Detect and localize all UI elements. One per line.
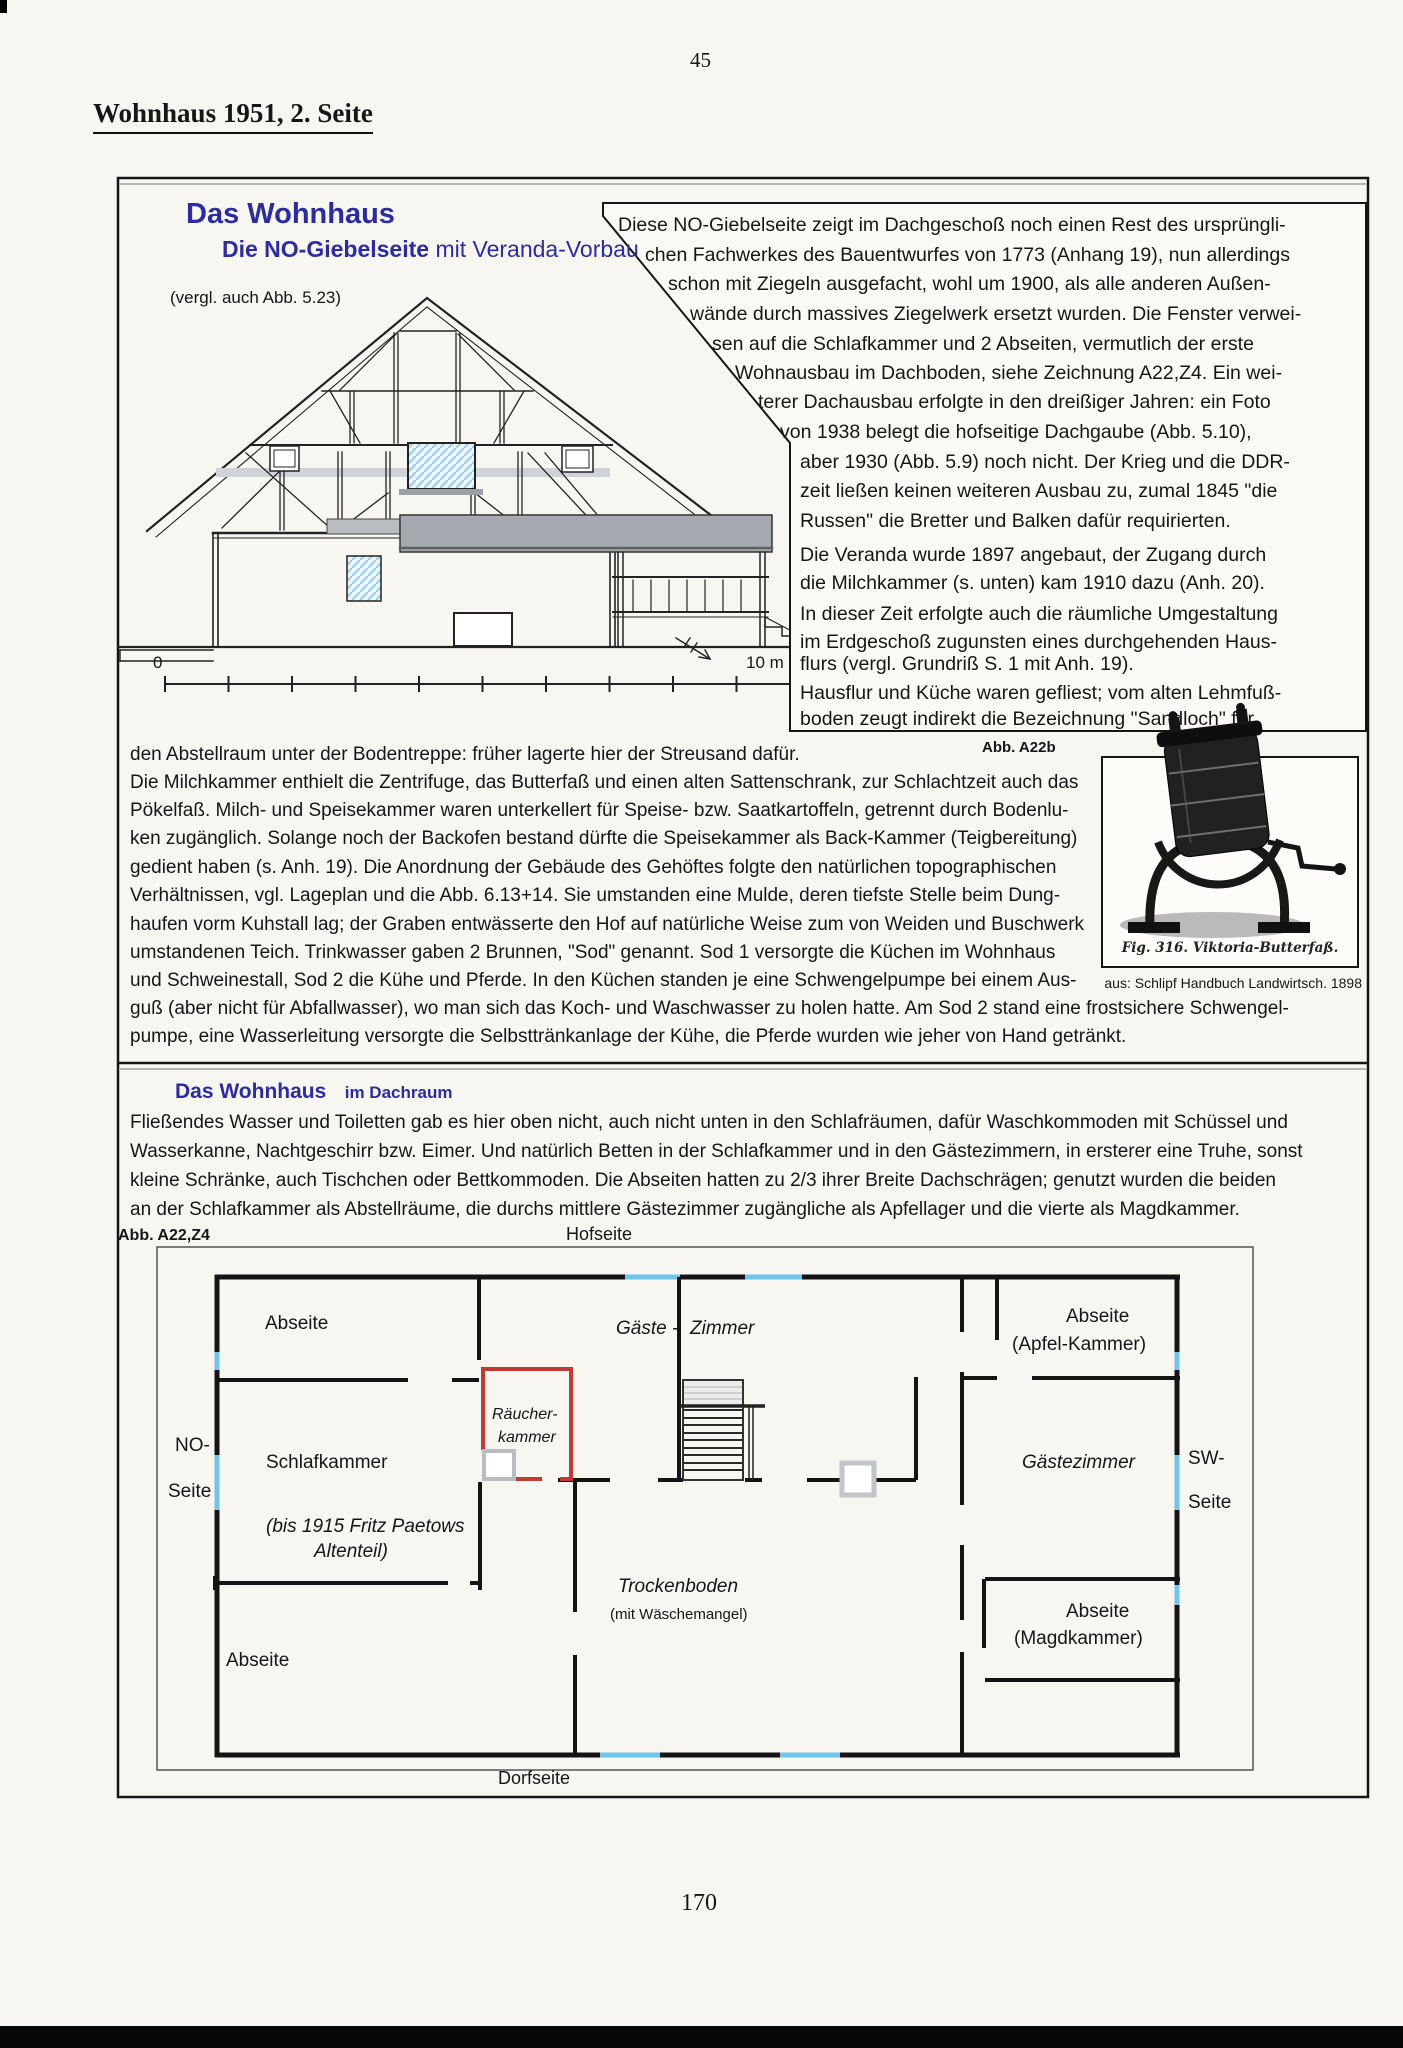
churn-inner-caption: Fig. 316. Viktoria-Butterfaß. <box>1121 940 1339 956</box>
callout-text-line: sen auf die Schlafkammer und 2 Abseiten, vermutlich der erste <box>712 333 1254 355</box>
scale-bar <box>165 677 800 691</box>
body-text-line: kleine Schränke, auch Tischchen oder Bettkommoden. Die Abseiten hatten zu 2/3 ihrer Breite Dachschrägen; genutzt wurden die beiden <box>130 1170 1276 1191</box>
body-text-line: ken zugänglich. Solange noch der Backofen bestand dürfte die Speisekammer als Back-Kammer (Teigbereitung) <box>130 828 1078 849</box>
callout-text-line: chen Fachwerkes des Bauentwurfes von 1773 (Anhang 19), nun allerdings <box>645 244 1290 266</box>
plan-room-abseite-bottomright: Abseite <box>1066 1601 1130 1622</box>
section1-subtitle <box>222 236 639 263</box>
body-text-line: umstandenen Teich. Trinkwasser gaben 2 Brunnen, "Sod" genannt. Sod 1 versorgte die Küchen im Wohnhaus <box>130 942 1056 963</box>
smoke-oven <box>484 1451 514 1479</box>
page-number-bottom: 170 <box>681 1890 717 1916</box>
plan-room-trockenboden: Trockenboden <box>618 1576 739 1597</box>
callout-text-line: Hausflur und Küche waren gefliest; vom alten Lehmfuß- <box>800 682 1282 704</box>
scale-zero-label: 0 <box>153 653 163 672</box>
callout-text-line: zeit ließen keinen weiteren Ausbau zu, zumal 1845 "die <box>800 480 1278 502</box>
plan-label-dorfseite: Dorfseite <box>498 1768 571 1788</box>
reference-note: (vergl. auch Abb. 5.23) <box>170 288 342 307</box>
callout-text-line: Diese NO-Giebelseite zeigt im Dachgeschoß noch einen Rest des ursprüngli- <box>618 214 1286 236</box>
callout-text-line: terer Dachausbau erfolgte in den dreißiger Jahren: ein Foto <box>758 391 1271 413</box>
figure-label-a22z4: Abb. A22,Z4 <box>118 1227 210 1244</box>
plan-label-hofseite: Hofseite <box>566 1224 633 1244</box>
plan-note-altenteil-2: Altenteil) <box>314 1541 388 1562</box>
callout-text-line: boden zeugt indirekt die Bezeichnung "Sandloch" für <box>800 708 1254 730</box>
callout-text-line: flurs (vergl. Grundriß S. 1 mit Anh. 19). <box>800 653 1134 675</box>
section2-subtitle: im Dachraum <box>344 1083 453 1102</box>
subtitle-regular-part: mit Veranda-Vorbau <box>429 236 639 262</box>
body-text-line: an der Schlafkammer als Abstellräume, die durchs mittlere Gästezimmer zugängliche als Apfellager und die vierte als Magdkammer. <box>130 1199 1240 1220</box>
body-text-line: Fließendes Wasser und Toiletten gab es hier oben nicht, auch nicht unten in den Schlafräumen, dafür Waschkommoden mit Schüssel und <box>130 1112 1288 1133</box>
section2-heading <box>175 1080 452 1104</box>
veranda-roof-small <box>327 519 400 534</box>
figure-label-a22b: Abb. A22b <box>982 739 1056 756</box>
plan-room-abseite-topleft: Abseite <box>265 1313 329 1334</box>
plan-room-gaeste-left: Gäste - <box>616 1318 679 1339</box>
hatched-window-lower <box>347 556 381 601</box>
plan-room-abseite-bottomleft: Abseite <box>226 1650 290 1671</box>
plan-label-sw-side-1: SW- <box>1188 1448 1225 1469</box>
section2-title: Das Wohnhaus <box>175 1080 327 1103</box>
plan-label-sw-side-2: Seite <box>1188 1492 1232 1513</box>
scale-ten-label: 10 m <box>746 653 784 672</box>
body-text-line: gedient haben (s. Anh. 19). Die Anordnung der Gebäude des Gehöftes folgte den natürlichen topographischen <box>130 857 1057 878</box>
body-text-line: Die Milchkammer enthielt die Zentrifuge, das Butterfaß und einen alten Sattenschrank, zur Schlachtzeit auch das <box>130 772 1079 793</box>
plan-label-no-side-2: Seite <box>168 1481 212 1502</box>
body-text-line: den Abstellraum unter der Bodentreppe: früher lagerte hier der Streusand dafür. <box>130 744 800 765</box>
section1-title: Das Wohnhaus <box>186 198 395 230</box>
stairs <box>680 1380 765 1480</box>
callout-text-line: In dieser Zeit erfolgte auch die räumliche Umgestaltung <box>800 603 1278 625</box>
plan-room-abseite-topright: Abseite <box>1066 1306 1130 1327</box>
callout-text-line: von 1938 belegt die hofseitige Dachgaube (Abb. 5.10), <box>780 421 1252 443</box>
plan-label-no-side-1: NO- <box>175 1435 210 1456</box>
plan-room-schlafkammer: Schlafkammer <box>266 1452 388 1473</box>
veranda-roof-main <box>400 515 772 552</box>
chimney <box>842 1463 874 1495</box>
callout-text-line: Die Veranda wurde 1897 angebaut, der Zugang durch <box>800 544 1267 566</box>
document-title: Wohnhaus 1951, 2. Seite <box>93 98 373 134</box>
subtitle-bold-part: Die NO-Giebelseite <box>222 236 430 262</box>
body-text-line: Verhältnissen, vgl. Lageplan und die Abb. 6.13+14. Sie umstanden eine Mulde, deren tiefste Stelle beim Dung- <box>130 885 1061 906</box>
plan-room-magdkammer: (Magdkammer) <box>1014 1628 1143 1649</box>
plan-room-gaeste-right: Zimmer <box>690 1318 755 1339</box>
churn-source-note: aus: Schlipf Handbuch Landwirtsch. 1898 <box>1104 975 1362 991</box>
churn-figure <box>1102 701 1358 967</box>
page-number-top: 45 <box>690 48 711 72</box>
scan-edge-bar <box>0 2026 1403 2048</box>
body-text-line: Pökelfaß. Milch- und Speisekammer waren unterkellert für Speise- bzw. Saatkartoffeln, getrennt durch Bodenlu- <box>130 800 1069 821</box>
gable-window-center <box>408 443 475 489</box>
callout-text-line: wände durch massives Ziegelwerk ersetzt wurden. Die Fenster verwei- <box>690 303 1302 325</box>
callout-text-line: die Milchkammer (s. unten) kam 1910 dazu (Anh. 20). <box>800 572 1265 594</box>
plan-note-altenteil-1: (bis 1915 Fritz Paetows <box>266 1516 465 1537</box>
plan-note-waeschemangel: (mit Wäschemangel) <box>610 1606 748 1623</box>
body-text-line: Wasserkanne, Nachtgeschirr bzw. Eimer. Und natürlich Betten in der Schlafkammer und in den Gästezimmern, in ersterer eine Truhe, sonst <box>130 1141 1303 1162</box>
plan-room-apfelkammer: (Apfel-Kammer) <box>1012 1334 1147 1355</box>
callout-text-line: im Erdgeschoß zugunsten eines durchgehenden Haus- <box>800 631 1277 653</box>
body-text-line: pumpe, eine Wasserleitung versorgte die Selbsttränkanlage der Kühe, die Pferde wurden wie jeher von Hand getränkt. <box>130 1026 1127 1047</box>
callout-text-line: Russen" die Bretter und Balken dafür requirierten. <box>800 510 1231 532</box>
body-text-line: und Schweinestall, Sod 2 die Kühe und Pferde. In den Küchen standen je eine Schwengelpumpe bei einem Aus- <box>130 970 1077 991</box>
callout-text-line: Wohnausbau im Dachboden, siehe Zeichnung A22,Z4. Ein wei- <box>735 362 1283 384</box>
ground-floor-window <box>454 613 512 646</box>
plan-room-raeucherkammer-2: kammer <box>498 1429 556 1446</box>
callout-text-line: aber 1930 (Abb. 5.9) noch nicht. Der Krieg und die DDR- <box>800 451 1290 473</box>
body-text-line: haufen vorm Kuhstall lag; der Graben entwässerte den Hof auf natürliche Weise zum von Weiden und Buschwerk <box>130 914 1085 935</box>
plan-room-gaestezimmer: Gästezimmer <box>1022 1452 1135 1473</box>
plan-room-raeucherkammer-1: Räucher- <box>492 1406 558 1423</box>
body-text-line: guß (aber nicht für Abfallwasser), wo man sich das Koch- und Waschwasser zu holen hatte. Am Sod 2 stand eine frostsichere Schwengel- <box>130 998 1289 1019</box>
callout-text-line: schon mit Ziegeln ausgefacht, wohl um 1900, als alle anderen Außen- <box>668 273 1271 295</box>
